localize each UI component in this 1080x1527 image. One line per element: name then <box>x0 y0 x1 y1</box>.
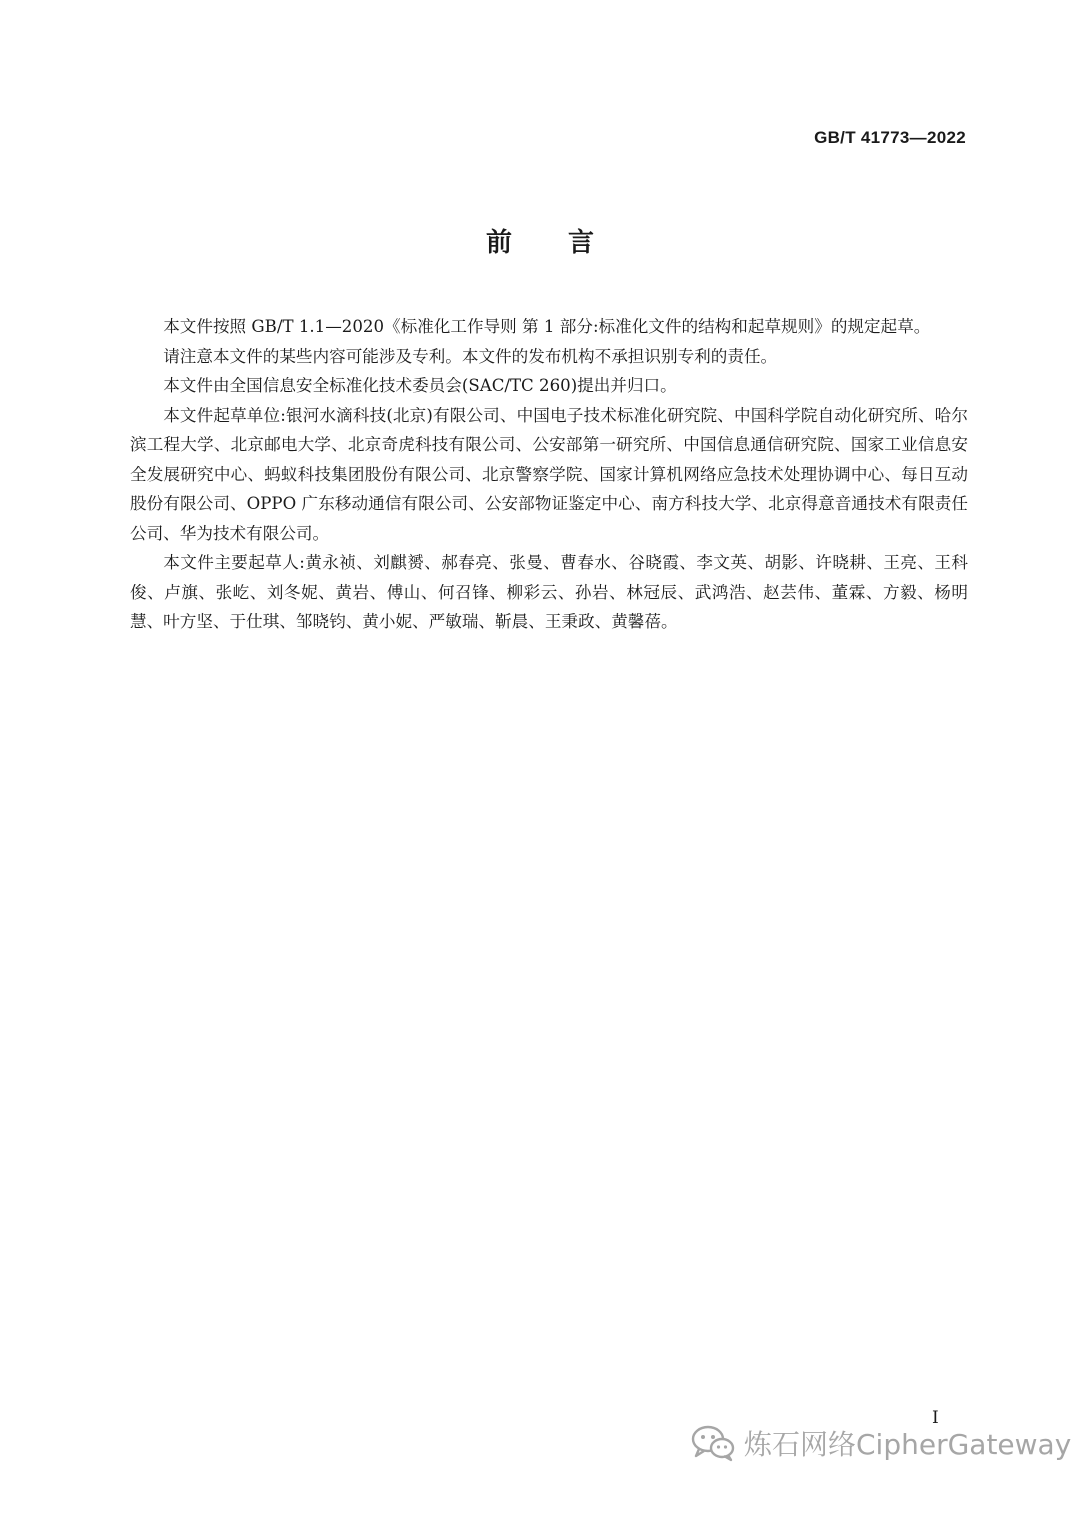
page-number: I <box>932 1408 939 1428</box>
watermark <box>690 1418 1071 1468</box>
paragraph-committee: 本文件由全国信息安全标准化技术委员会(SAC/TC 260)提出并归口。 <box>163 376 677 395</box>
watermark-text: 炼石网络CipherGateway <box>744 1428 1072 1461</box>
paragraph-drafting-units: 本文件起草单位:银河水滴科技(北京)有限公司、中国电子技术标准化研究院、中国科学院自动化研究所、哈尔滨工程大学、北京邮电大学、北京奇虎科技有限公司、公安部第一研究所、中国信息通信研究院、国家工业信息安全发展研究中心、蚂蚁科技集团股份有限公司、北京警察学院、国家计算机网络应急技术处理协调中心、每日互动股份有限公司、OPPO 广东移动通信有限公司、公安部物证鉴定中心、南方科技大学、北京得意音通技术有限责任公司、华为技术有限公司。 <box>130 405 968 543</box>
paragraph-patent-notice: 请注意本文件的某些内容可能涉及专利。本文件的发布机构不承担识别专利的责任。 <box>163 346 778 366</box>
paragraph-drafting-rules: 本文件按照 GB/T 1.1—2020《标准化工作导则 第 1 部分:标准化文件的结构和起草规则》的规定起草。 <box>163 317 931 336</box>
page-title: 前言 <box>485 228 650 258</box>
wechat-icon <box>690 1423 736 1463</box>
paragraph-drafters: 本文件主要起草人:黄永祯、刘麒赟、郝春亮、张曼、曹春水、谷晓霞、李文英、胡影、许晓耕、王亮、王科俊、卢旗、张屹、刘冬妮、黄岩、傅山、何召锋、柳彩云、孙岩、林冠辰、武鸿浩、赵芸伟、董霖、方毅、杨明慧、叶方坚、于仕琪、邹晓钧、黄小妮、严敏瑞、靳晨、王秉政、黄馨蓓。 <box>130 553 968 631</box>
foreword-body <box>130 312 968 637</box>
standard-code: GB/T 41773—2022 <box>814 128 966 147</box>
